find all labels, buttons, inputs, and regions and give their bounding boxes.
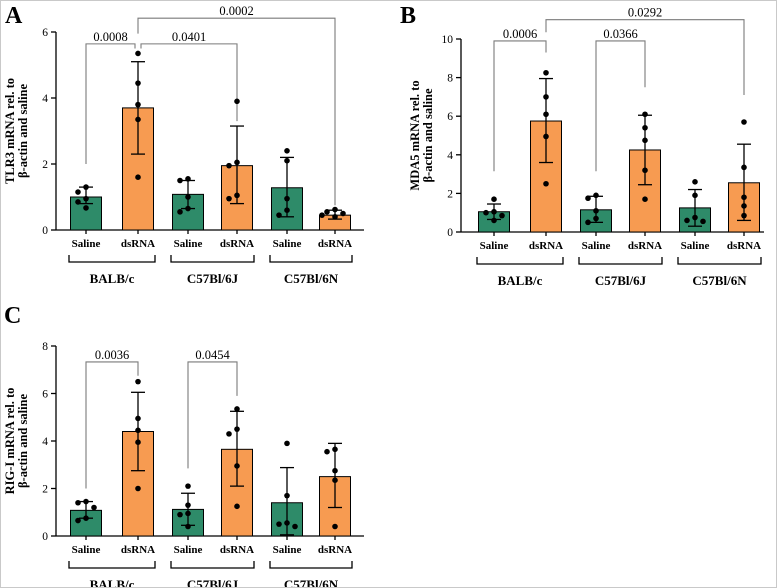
group-bracket (171, 255, 254, 262)
data-point (135, 416, 141, 422)
y-tick-label: 0 (42, 225, 48, 237)
data-point (284, 520, 290, 526)
data-point (692, 193, 698, 199)
data-point (284, 441, 290, 447)
panel-c-chart (1, 295, 390, 588)
data-point (340, 211, 346, 217)
y-tick-label: 8 (447, 72, 453, 85)
p-value-label: 0.0401 (171, 29, 207, 44)
data-point (185, 524, 191, 530)
data-point (284, 158, 290, 164)
group-label: BALB/c (497, 273, 543, 288)
data-point (332, 477, 338, 483)
data-point (135, 439, 141, 445)
data-point (83, 184, 89, 190)
condition-label: dsRNA (627, 240, 663, 252)
data-point (234, 406, 240, 412)
data-point (135, 80, 141, 86)
data-point (234, 160, 240, 166)
data-point (741, 213, 747, 219)
data-point (543, 134, 549, 140)
data-point (75, 189, 81, 195)
data-point (177, 178, 183, 184)
data-point (324, 209, 330, 215)
group-bracket (69, 561, 155, 568)
p-value-label: 0.0008 (93, 29, 128, 44)
data-point (284, 196, 290, 202)
data-point (692, 215, 698, 221)
data-point (234, 504, 240, 510)
data-point (332, 447, 338, 453)
group-label: C57Bl/6N (283, 271, 339, 286)
data-point (135, 102, 141, 108)
panel-a-chart (1, 1, 390, 295)
data-point (642, 125, 648, 131)
data-point (543, 111, 549, 117)
data-point (234, 426, 240, 432)
data-point (185, 176, 191, 182)
condition-label: Saline (581, 240, 611, 252)
data-point (700, 219, 706, 225)
group-label: C57Bl/6J (594, 273, 647, 288)
data-point (135, 486, 141, 492)
group-label: C57Bl/6J (186, 271, 239, 286)
data-point (75, 199, 81, 205)
data-point (585, 220, 591, 226)
data-point (185, 194, 191, 200)
panel-label-b: B (400, 3, 417, 29)
data-point (642, 138, 648, 144)
condition-label: Saline (680, 240, 710, 252)
data-point (332, 468, 338, 474)
data-point (226, 196, 232, 202)
data-point (75, 518, 81, 524)
y-tick-label: 6 (42, 27, 48, 39)
data-point (284, 493, 290, 499)
group-bracket (270, 561, 352, 568)
data-point (284, 148, 290, 154)
data-point (91, 505, 97, 511)
data-point (332, 214, 338, 220)
data-point (491, 209, 497, 215)
condition-label: Saline (71, 238, 101, 250)
y-tick-label: 4 (42, 93, 48, 105)
data-point (593, 208, 599, 214)
data-point (234, 193, 240, 199)
group-bracket (69, 255, 155, 262)
data-point (332, 524, 338, 530)
data-point (276, 521, 282, 527)
y-tick-label: 6 (42, 388, 48, 401)
data-point (185, 206, 191, 212)
condition-label: dsRNA (120, 238, 156, 250)
data-point (741, 194, 747, 200)
data-point (83, 499, 89, 505)
data-point (177, 512, 183, 518)
group-label: C57Bl/6N (692, 273, 747, 288)
condition-label: Saline (71, 544, 101, 556)
panel-label-a: A (5, 3, 23, 29)
group-label: BALB/c (89, 271, 135, 286)
data-point (83, 515, 89, 521)
condition-label: dsRNA (219, 238, 255, 250)
y-axis-title-line1: TLR3 mRNA rel. to (3, 77, 17, 185)
significance-bracket (141, 44, 237, 121)
data-point (491, 196, 497, 202)
group-bracket (270, 255, 352, 262)
p-value-label: 0.0006 (502, 26, 538, 41)
condition-label: Saline (479, 240, 509, 252)
data-point (585, 195, 591, 201)
y-tick-label: 2 (447, 188, 453, 201)
data-point (276, 212, 282, 218)
data-point (135, 428, 141, 434)
data-point (741, 203, 747, 209)
data-point (593, 216, 599, 222)
y-tick-label: 6 (447, 111, 453, 124)
data-point (284, 207, 290, 213)
data-point (234, 463, 240, 469)
data-point (499, 213, 505, 219)
y-tick-label: 2 (42, 483, 48, 496)
data-point (135, 117, 141, 123)
y-tick-label: 0 (42, 531, 48, 543)
data-point (684, 218, 690, 224)
condition-label: Saline (272, 238, 302, 250)
data-point (692, 179, 698, 185)
data-point (332, 207, 338, 213)
data-point (292, 524, 298, 530)
data-point (185, 483, 191, 489)
p-value-label: 0.0292 (627, 5, 663, 20)
y-tick-label: 0 (447, 227, 453, 239)
group-label: C57Bl/6J (186, 577, 239, 588)
data-point (543, 181, 549, 187)
condition-label: dsRNA (726, 240, 762, 252)
data-point (543, 94, 549, 100)
data-point (135, 174, 141, 180)
data-point (593, 193, 599, 199)
condition-label: Saline (173, 238, 203, 250)
data-point (226, 431, 232, 437)
data-point (185, 511, 191, 517)
data-point (83, 205, 89, 211)
group-bracket (477, 257, 563, 264)
y-tick-label: 4 (447, 149, 453, 162)
y-tick-label: 10 (441, 34, 453, 46)
data-point (135, 51, 141, 57)
group-bracket (678, 257, 761, 264)
data-point (177, 209, 183, 215)
panel-label-c: C (4, 303, 22, 329)
condition-label: Saline (173, 544, 203, 556)
condition-label: dsRNA (120, 544, 156, 556)
p-value-label: 0.0002 (219, 4, 254, 19)
p-value-label: 0.0454 (195, 347, 230, 362)
data-point (642, 167, 648, 173)
data-point (324, 449, 330, 455)
y-axis-title-line1: RIG-I mRNA rel. to (3, 387, 17, 495)
y-axis-title-line2: β-actin and saline (16, 83, 30, 179)
group-bracket (171, 561, 254, 568)
y-axis-title-line2: β-actin and saline (16, 393, 30, 489)
data-point (741, 165, 747, 171)
data-point (543, 70, 549, 76)
data-point (75, 500, 81, 506)
condition-label: Saline (272, 544, 302, 556)
data-point (642, 196, 648, 202)
panel-b-chart (390, 1, 777, 295)
data-point (83, 196, 89, 202)
condition-label: dsRNA (528, 240, 564, 252)
p-value-label: 0.0366 (603, 26, 638, 41)
data-point (226, 163, 232, 169)
condition-label: dsRNA (219, 544, 255, 556)
data-point (319, 212, 325, 218)
condition-label: dsRNA (317, 544, 353, 556)
data-point (491, 218, 497, 224)
y-tick-label: 4 (42, 436, 48, 448)
y-tick-label: 8 (42, 341, 48, 353)
data-point (234, 99, 240, 105)
condition-label: dsRNA (317, 238, 353, 250)
y-axis-title-line2: β-actin and saline (421, 88, 435, 183)
p-value-label: 0.0036 (94, 347, 130, 362)
group-bracket (579, 257, 662, 264)
group-label: BALB/c (89, 577, 135, 588)
group-label: C57Bl/6N (283, 577, 339, 588)
y-tick-label: 2 (42, 159, 48, 171)
data-point (135, 379, 141, 385)
data-point (642, 111, 648, 117)
data-point (185, 502, 191, 508)
data-point (741, 119, 747, 125)
data-point (483, 210, 489, 216)
y-axis-title-line1: MDA5 mRNA rel. to (408, 80, 422, 191)
